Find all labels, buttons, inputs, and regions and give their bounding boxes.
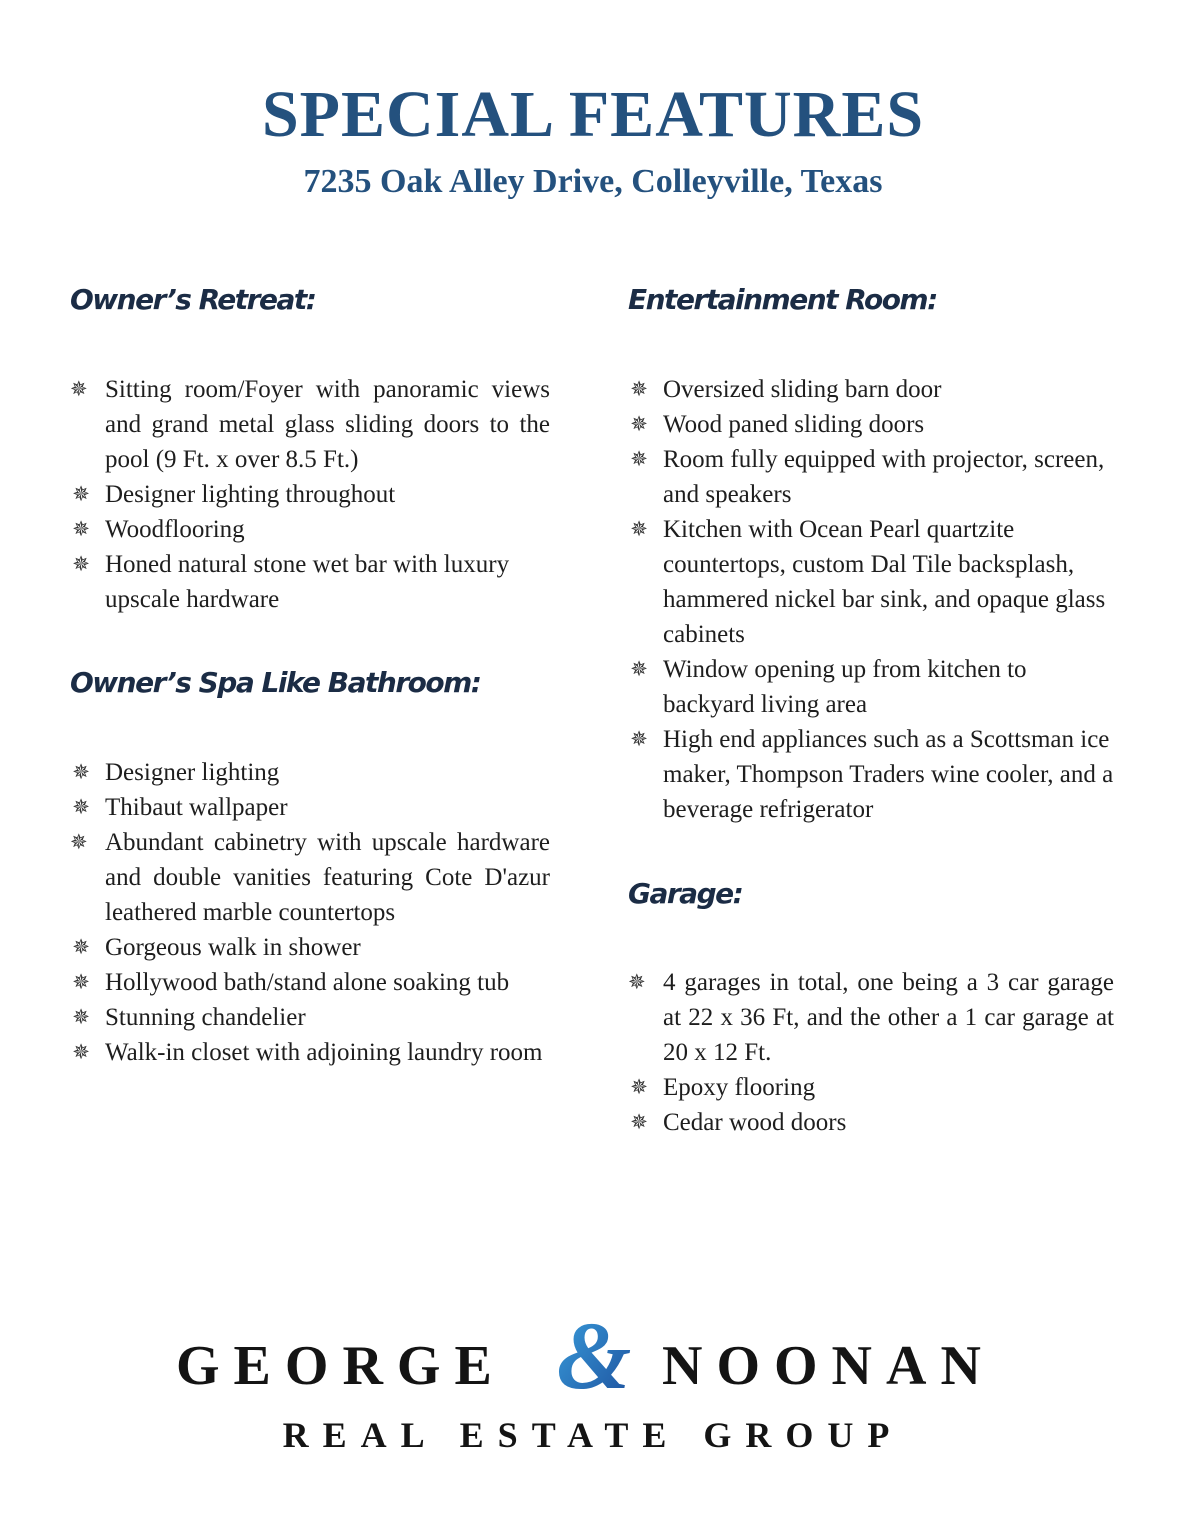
asterisk-star-icon: ✵ — [630, 1110, 648, 1134]
asterisk-star-icon: ✵ — [72, 760, 90, 784]
asterisk-star-icon: ✵ — [630, 377, 648, 401]
asterisk-star-icon: ✵ — [72, 970, 90, 994]
list-item — [70, 965, 550, 1000]
ampersand-glyph: & — [556, 1308, 632, 1404]
asterisk-star-icon: ✵ — [630, 412, 648, 436]
asterisk-star-icon: ✵ — [630, 727, 648, 751]
asterisk-star-icon: ✵ — [72, 1040, 90, 1064]
list-item-text: Gorgeous walk in shower — [105, 934, 361, 961]
section-heading: Entertainment Room: — [628, 283, 937, 316]
list-item-text: Hollywood bath/stand alone soaking tub — [105, 969, 510, 996]
section-heading: Owner’s Spa Like Bathroom: — [70, 666, 481, 699]
asterisk-star-icon: ✵ — [72, 935, 90, 959]
list-item-text: Room fully equipped with projector, screen, and speakers — [663, 446, 1105, 508]
list-item-text: Oversized sliding barn door — [663, 376, 942, 403]
ampersand-logo-mark — [546, 1308, 642, 1404]
list-item — [628, 512, 1114, 652]
list-item-text: 4 garages in total, one being a 3 car garage at 22 x 36 Ft, and the other a 1 car garage at 20 x 12 Ft. — [663, 969, 1114, 1066]
list-item-text: Designer lighting throughout — [105, 481, 396, 508]
list-item — [628, 652, 1114, 722]
asterisk-star-icon: ✵ — [630, 517, 648, 541]
asterisk-star-icon: ✵ — [72, 1005, 90, 1029]
list-item — [70, 512, 550, 547]
list-item — [628, 407, 1114, 442]
list-item — [70, 790, 550, 825]
asterisk-star-icon: ✵ — [72, 517, 90, 541]
entertainment-room-list — [628, 372, 1114, 827]
list-item — [70, 477, 550, 512]
list-item-text: Cedar wood doors — [663, 1109, 847, 1136]
list-item — [70, 372, 550, 477]
asterisk-star-icon: ✵ — [630, 1075, 648, 1099]
section-heading: Owner’s Retreat: — [70, 283, 316, 316]
list-item — [628, 965, 1114, 1070]
section-heading: Garage: — [628, 877, 743, 910]
section-garage — [628, 874, 1114, 914]
list-item-text: Sitting room/Foyer with panoramic views and grand metal glass sliding doors to the pool (9 Ft. x over 8.5 Ft.) — [105, 376, 550, 473]
asterisk-star-icon: ✵ — [70, 377, 88, 401]
list-item-text: Wood paned sliding doors — [663, 411, 925, 438]
asterisk-star-icon: ✵ — [72, 482, 90, 506]
list-item — [628, 722, 1114, 827]
list-item — [628, 1070, 1114, 1105]
logo-tagline: REAL ESTATE GROUP — [282, 1415, 904, 1455]
list-item-text: Walk-in closet with adjoining laundry room — [105, 1039, 543, 1066]
list-item-text: High end appliances such as a Scottsman ice maker, Thompson Traders wine cooler, and a beverage refrigerator — [663, 726, 1114, 823]
asterisk-star-icon: ✵ — [72, 795, 90, 819]
owners-spa-bathroom-list — [70, 755, 550, 1070]
list-item — [628, 442, 1114, 512]
asterisk-star-icon: ✵ — [70, 830, 88, 854]
list-item — [70, 1035, 550, 1070]
logo-name-right: NOONAN — [662, 1335, 995, 1397]
list-item — [70, 755, 550, 790]
list-item-text: Kitchen with Ocean Pearl quartzite countertops, custom Dal Tile backsplash, hammered nickel bar sink, and opaque glass cabinets — [663, 516, 1106, 648]
list-item — [70, 1000, 550, 1035]
owners-retreat-list — [70, 372, 550, 617]
property-address: 7235 Oak Alley Drive, Colleyville, Texas — [303, 163, 883, 200]
company-logo — [0, 1308, 1186, 1412]
page-title: SPECIAL FEATURES — [261, 78, 925, 151]
list-item-text: Thibaut wallpaper — [105, 794, 288, 821]
asterisk-star-icon: ✵ — [630, 447, 648, 471]
list-item-text: Epoxy flooring — [663, 1074, 816, 1101]
section-owners-spa-bathroom — [70, 663, 550, 703]
list-item — [70, 930, 550, 965]
section-entertainment-room — [628, 280, 1114, 320]
list-item — [628, 1105, 1114, 1140]
list-item-text: Designer lighting — [105, 759, 280, 786]
list-item — [70, 825, 550, 930]
list-item-text: Woodflooring — [105, 516, 245, 543]
asterisk-star-icon: ✵ — [630, 657, 648, 681]
list-item-text: Abundant cabinetry with upscale hardware and double vanities featuring Cote D'azur leathered marble countertops — [105, 829, 550, 926]
list-item-text: Honed natural stone wet bar with luxury upscale hardware — [105, 551, 510, 613]
asterisk-star-icon: ✵ — [72, 552, 90, 576]
list-item — [70, 547, 550, 617]
list-item-text: Stunning chandelier — [105, 1004, 306, 1031]
section-owners-retreat — [70, 280, 550, 320]
list-item-text: Window opening up from kitchen to backyard living area — [663, 656, 1027, 718]
garage-list — [628, 965, 1114, 1140]
asterisk-star-icon: ✵ — [628, 970, 646, 994]
logo-name-left: GEORGE — [176, 1335, 506, 1397]
list-item — [628, 372, 1114, 407]
